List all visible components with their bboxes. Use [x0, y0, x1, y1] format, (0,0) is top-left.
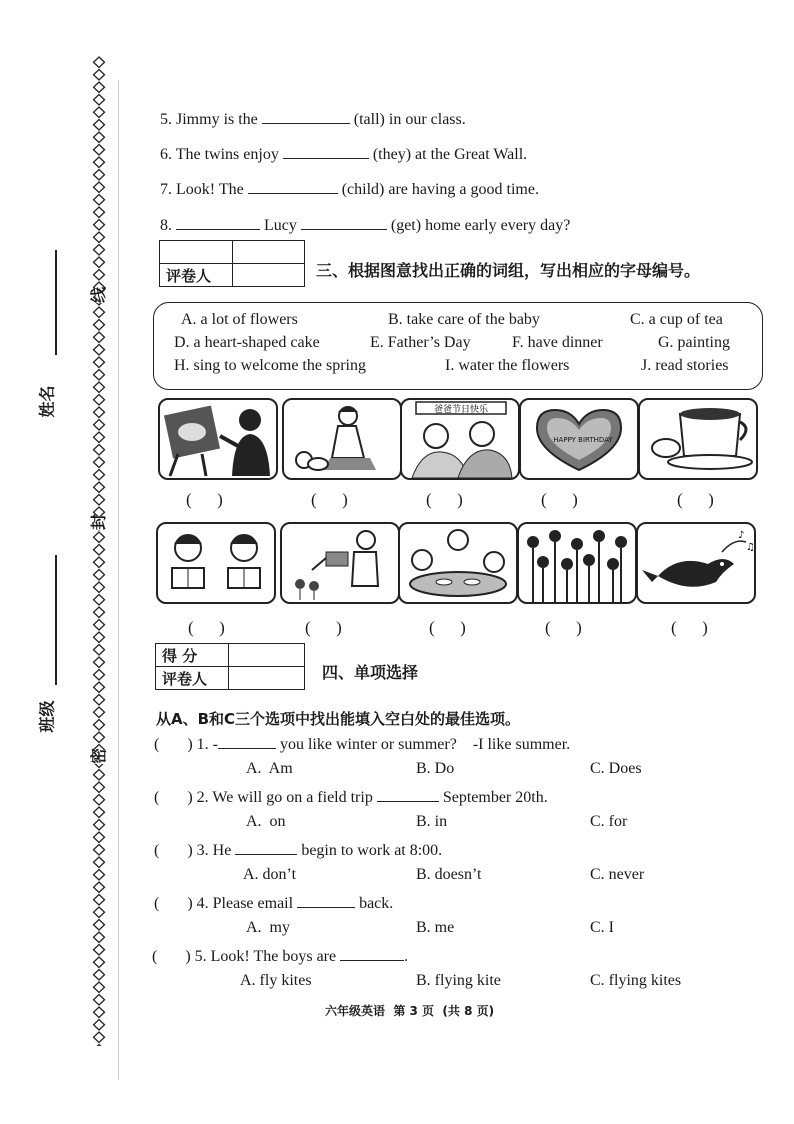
answer-blank[interactable] [262, 109, 350, 124]
binding-diamond-border [92, 56, 106, 1046]
q3-option-a: A. don’t [243, 866, 297, 883]
read-stories-picture-icon [156, 522, 276, 604]
name-underline [55, 250, 57, 355]
answer-paren[interactable]: ( ) [152, 948, 191, 965]
q5-option-b: B. flying kite [416, 972, 501, 989]
painting-picture-icon [158, 398, 278, 480]
q4-option-a: A. my [246, 919, 290, 936]
answer-blank[interactable] [283, 144, 369, 159]
answer-paren-10[interactable]: ( ) [671, 618, 708, 637]
answer-paren-1[interactable]: ( ) [186, 490, 223, 509]
cake-caption: HAPPY BIRTHDAY [553, 436, 613, 444]
grader-label: 评卷人 [156, 667, 229, 690]
option-g: G. painting [658, 334, 730, 351]
option-j: J. read stories [641, 357, 729, 374]
answer-blank [297, 893, 355, 908]
option-d: D. a heart-shaped cake [174, 334, 320, 351]
q5-option-a: A. fly kites [240, 972, 312, 989]
q1-option-c: C. Does [590, 760, 642, 777]
binding-char-secret: 密 [89, 747, 108, 764]
binding-char-line: 线 [89, 286, 108, 303]
fill-in-item-8: 8. Lucy (get) home early every day? [160, 217, 571, 234]
q3-option-c: C. never [590, 866, 645, 883]
class-label: 班级 [37, 700, 57, 733]
q4-option-c: C. I [590, 919, 614, 936]
answer-paren-7[interactable]: ( ) [305, 618, 342, 637]
q4-option-b: B. me [416, 919, 455, 936]
water-flowers-picture-icon [280, 522, 400, 604]
fill-in-item-6: 6. The twins enjoy (they) at the Great Wall. [160, 146, 528, 163]
q1-option-a: A. Am [246, 760, 293, 777]
flowers-picture-icon [517, 522, 637, 604]
option-a: A. a lot of flowers [181, 311, 298, 328]
answer-paren[interactable]: ( ) [154, 736, 193, 753]
mc-question-2: ( ) 2. We will go on a field trip September 20th. [154, 789, 548, 806]
option-c: C. a cup of tea [630, 311, 723, 328]
score-label: 得 分 [156, 644, 229, 667]
answer-paren-2[interactable]: ( ) [311, 490, 348, 509]
q2-option-b: B. in [416, 813, 448, 830]
q1-option-b: B. Do [416, 760, 455, 777]
answer-paren[interactable]: ( ) [154, 842, 193, 859]
baby-care-picture-icon [282, 398, 402, 480]
fathers-day-picture-icon [400, 398, 520, 480]
mc-question-4: ( ) 4. Please email back. [154, 895, 394, 912]
page-footer: 六年级英语 第 3 页 (共 8 页) [325, 1004, 495, 1018]
q5-option-c: C. flying kites [590, 972, 682, 989]
section3-score-table [159, 240, 305, 287]
section4-instruction: 从A、B和C三个选项中找出能填入空白处的最佳选项。 [156, 710, 521, 728]
heart-cake-picture-icon [519, 398, 639, 480]
answer-paren-6[interactable]: ( ) [188, 618, 225, 637]
bird-singing-picture-icon [636, 522, 756, 604]
svg-text:♫: ♫ [746, 542, 755, 553]
answer-blank[interactable] [301, 215, 387, 230]
section3-title: 三、根据图意找出正确的词组，写出相应的字母编号。 [316, 261, 701, 280]
binding-char-seal: 封 [89, 513, 108, 530]
answer-paren-3[interactable]: ( ) [426, 490, 463, 509]
margin-rule [118, 80, 119, 1080]
answer-blank[interactable] [176, 215, 260, 230]
mc-question-3: ( ) 3. He begin to work at 8:00. [154, 842, 443, 859]
grader-label: 评卷人 [160, 264, 233, 287]
option-i: I. water the flowers [445, 357, 570, 374]
have-dinner-picture-icon [398, 522, 518, 604]
name-label: 姓名 [37, 385, 57, 418]
answer-paren-9[interactable]: ( ) [545, 618, 582, 637]
svg-text:♪: ♪ [738, 530, 745, 541]
q2-option-c: C. for [590, 813, 628, 830]
class-underline [55, 555, 57, 685]
option-e: E. Father’s Day [370, 334, 471, 351]
answer-paren-8[interactable]: ( ) [429, 618, 466, 637]
answer-blank [340, 946, 404, 961]
section4-title: 四、单项选择 [322, 663, 419, 682]
answer-paren[interactable]: ( ) [154, 895, 193, 912]
q2-option-a: A. on [246, 813, 286, 830]
q3-option-b: B. doesn’t [416, 866, 482, 883]
cup-of-tea-picture-icon [638, 398, 758, 480]
answer-blank [235, 840, 297, 855]
section4-score-table [155, 643, 305, 690]
answer-blank[interactable] [248, 179, 338, 194]
answer-paren-4[interactable]: ( ) [541, 490, 578, 509]
fathers-day-caption: 爸爸节日快乐 [433, 405, 489, 415]
mc-question-5: ( ) 5. Look! The boys are . [152, 948, 409, 965]
fill-in-item-7: 7. Look! The (child) are having a good time. [160, 181, 539, 198]
answer-blank [218, 734, 276, 749]
answer-blank [377, 787, 439, 802]
option-f: F. have dinner [512, 334, 603, 351]
answer-paren[interactable]: ( ) [154, 789, 193, 806]
answer-paren-5[interactable]: ( ) [677, 490, 714, 509]
fill-in-item-5: 5. Jimmy is the (tall) in our class. [160, 111, 466, 128]
option-h: H. sing to welcome the spring [174, 357, 366, 374]
mc-question-1: ( ) 1. - you like winter or summer? -I like summer. [154, 736, 571, 753]
option-b: B. take care of the baby [388, 311, 540, 328]
